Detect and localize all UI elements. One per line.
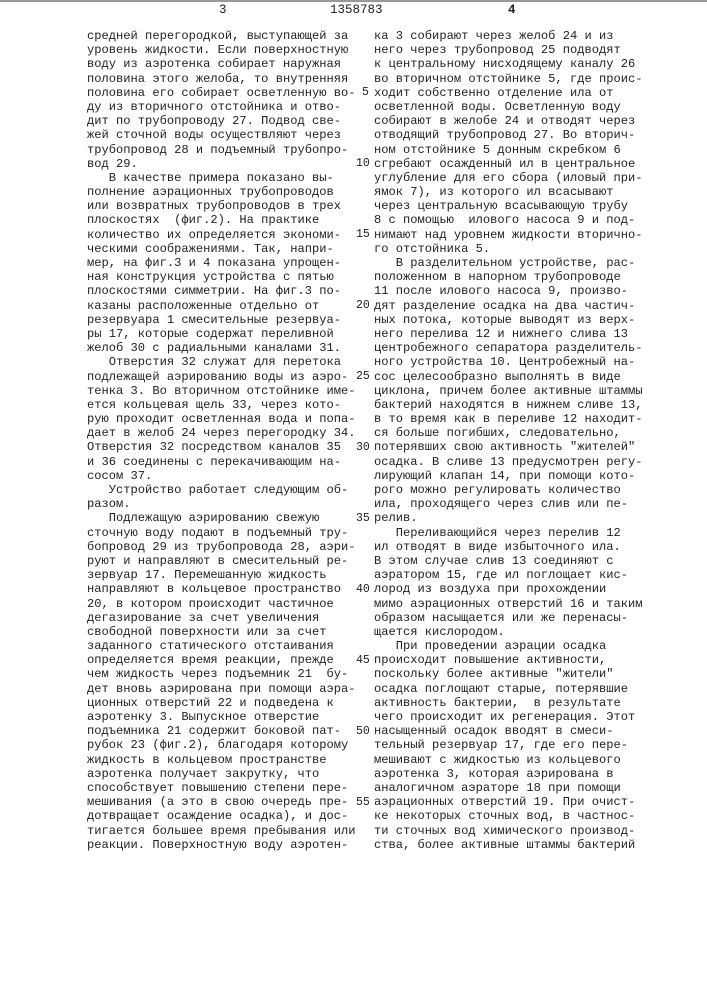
text-line: аэротенка получает закрутку, что <box>87 767 356 781</box>
text-line: к центральному нисходящему каналу 26 <box>374 57 643 71</box>
line-number: 10 <box>356 157 370 171</box>
text-line: нимают над уровнем жидкости вторично- <box>374 228 643 242</box>
text-line: Подлежащую аэрированию свежую <box>87 511 356 525</box>
text-line: Устройство работает следующим об- <box>87 483 356 497</box>
text-line: мешивания (а это в свою очередь пре- <box>87 795 356 809</box>
text-line: ных потока, которые выводят из верх- <box>374 313 643 327</box>
text-line: осветленной воды. Осветленную воду <box>374 100 643 114</box>
text-line: плоскостях (фиг.2). На практике <box>87 213 356 227</box>
text-line: казаны расположенные отдельно от <box>87 299 356 313</box>
text-line: ка 3 собирают через желоб 24 и из <box>374 29 643 43</box>
text-line: осадка. В сливе 13 предусмотрен регу- <box>374 455 643 469</box>
text-line: ном отстойнике 5 донным скребком 6 <box>374 143 643 157</box>
text-line: Отверстия 32 посредством каналов 35 <box>87 440 356 454</box>
text-line: сос целесообразно выполнять в виде <box>374 370 643 384</box>
text-line: циклона, причем более активные штаммы <box>374 384 643 398</box>
text-line: насыщенный осадок вводят в смеси- <box>374 724 643 738</box>
text-line: Отверстия 32 служат для перетока <box>87 355 356 369</box>
line-number: 40 <box>356 583 370 597</box>
top-border <box>0 0 707 2</box>
text-line: В этом случае слив 13 соединяют с <box>374 554 643 568</box>
text-line: тенка 3. Во вторичном отстойнике име- <box>87 384 356 398</box>
text-line: рубок 23 (фиг.2), благодаря которому <box>87 738 356 752</box>
text-line: свободной поверхности или за счет <box>87 625 356 639</box>
text-line: отводящий трубопровод 27. Во вторич- <box>374 128 643 142</box>
line-number: 5 <box>362 86 369 100</box>
text-line: дает в желоб 24 через перегородку 34. <box>87 426 356 440</box>
left-text-column <box>87 29 356 852</box>
text-line: аэрационных отверстий 19. При очист- <box>374 795 643 809</box>
text-line: аэротенку 3. Выпускное отверстие <box>87 710 356 724</box>
text-line: ная конструкция устройства с пятью <box>87 270 356 284</box>
text-line: ства, более активные штаммы бактерий <box>374 838 643 852</box>
text-line: способствует повышению степени пере- <box>87 781 356 795</box>
line-number: 45 <box>356 654 370 668</box>
text-line: уровень жидкости. Если поверхностную <box>87 43 356 57</box>
text-line: вод 29. <box>87 157 356 171</box>
text-line: бопровод 29 из трубопровода 28, аэри- <box>87 540 356 554</box>
text-line: чем жидкость через подъемник 21 бу- <box>87 667 356 681</box>
text-line: аэратором 15, где ил поглощает кис- <box>374 568 643 582</box>
right-text-column <box>374 29 643 852</box>
line-number: 50 <box>356 725 370 739</box>
text-line: количество их определяется экономи- <box>87 228 356 242</box>
text-line: воду из аэротенка собирает наружная <box>87 57 356 71</box>
text-line: полнение аэрационных трубопроводов <box>87 185 356 199</box>
text-line: ры 17, которые содержат переливной <box>87 327 356 341</box>
text-line: ходит собственно отделение ила от <box>374 86 643 100</box>
text-line: зервуар 17. Перемешанную жидкость <box>87 568 356 582</box>
text-line: В качестве примера показано вы- <box>87 171 356 185</box>
left-page-number: 3 <box>219 3 227 17</box>
text-line: сточную воду подают в подъемный тру- <box>87 526 356 540</box>
text-line: мер, на фиг.3 и 4 показана упрощен- <box>87 256 356 270</box>
text-line: мешивают с жидкостью из кольцевого <box>374 753 643 767</box>
text-line: ти сточных вод химического производ- <box>374 824 643 838</box>
text-line: 20, в котором происходит частичное <box>87 597 356 611</box>
text-line: активность бактерии, в результате <box>374 696 643 710</box>
text-line: него перелива 12 и нижнего слива 13 <box>374 327 643 341</box>
text-line: При проведении аэрации осадка <box>374 639 643 653</box>
text-line: ется кольцевая щель 33, через кото- <box>87 398 356 412</box>
text-line: аналогичном аэраторе 18 при помощи <box>374 781 643 795</box>
text-line: чего происходит их регенерация. Этот <box>374 710 643 724</box>
line-number: 30 <box>356 441 370 455</box>
text-line: руют и направляют в смесительный ре- <box>87 554 356 568</box>
text-line: бактерий находятся в нижнем сливе 13, <box>374 398 643 412</box>
text-line: ционных отверстий 22 и подведена к <box>87 696 356 710</box>
text-line: дят разделение осадка на два частич- <box>374 299 643 313</box>
text-line: трубопровод 28 и подъемный трубопро- <box>87 143 356 157</box>
line-number: 25 <box>356 370 370 384</box>
text-line: ческими соображениями. Так, напри- <box>87 242 356 256</box>
text-line: рого можно регулировать количество <box>374 483 643 497</box>
text-line: него через трубопровод 25 подводят <box>374 43 643 57</box>
text-line: определяется время реакции, прежде <box>87 653 356 667</box>
text-line: 8 с помощью илового насоса 9 и под- <box>374 213 643 227</box>
line-number: 55 <box>356 796 370 810</box>
text-line: жей сточной воды осуществляют через <box>87 128 356 142</box>
text-line: через центральную всасывающую трубу <box>374 199 643 213</box>
text-line: углубление для его сбора (иловый при- <box>374 171 643 185</box>
text-line: дит по трубопроводу 27. Подвод све- <box>87 114 356 128</box>
text-line: направляют в кольцевое пространство <box>87 582 356 596</box>
text-line: сгребают осажденный ил в центральное <box>374 157 643 171</box>
text-line: ся больше погибших, следовательно, <box>374 426 643 440</box>
text-line: ямок 7), из которого ил всасывают <box>374 185 643 199</box>
line-number: 15 <box>356 228 370 242</box>
text-line: во вторичном отстойнике 5, где проис- <box>374 72 643 86</box>
text-line: собирают в желобе 24 и отводят через <box>374 114 643 128</box>
text-line: образом насыщается или же перенасы- <box>374 611 643 625</box>
text-line: рую проходит осветленная вода и попа- <box>87 412 356 426</box>
text-line: жидкость в кольцевом пространстве <box>87 753 356 767</box>
text-line: релив. <box>374 511 643 525</box>
text-line: ила, проходящего через слив или пе- <box>374 497 643 511</box>
text-line: Переливающийся через перелив 12 <box>374 526 643 540</box>
text-line: мимо аэрационных отверстий 16 и таким <box>374 597 643 611</box>
text-line: дегазирование за счет увеличения <box>87 611 356 625</box>
text-line: тельный резервуар 17, где его пере- <box>374 738 643 752</box>
text-line: происходит повышение активности, <box>374 653 643 667</box>
text-line: плоскостями симметрии. На фиг.3 по- <box>87 284 356 298</box>
right-page-number: 4 <box>508 3 516 17</box>
text-line: реакции. Поверхностную воду аэротен- <box>87 838 356 852</box>
text-line: разом. <box>87 497 356 511</box>
text-line: подъемника 21 содержит боковой пат- <box>87 724 356 738</box>
text-line: резервуара 1 смесительные резервуа- <box>87 313 356 327</box>
text-line: потерявших свою активность "жителей" <box>374 440 643 454</box>
text-line: дотвращает осаждение осадка), и дос- <box>87 809 356 823</box>
text-line: желоб 30 с радиальными каналами 31. <box>87 341 356 355</box>
text-line: центробежного сепаратора разделитель- <box>374 341 643 355</box>
text-line: или возвратных трубопроводов в трех <box>87 199 356 213</box>
text-line: заданного статического отстаивания <box>87 639 356 653</box>
text-line: средней перегородкой, выступающей за <box>87 29 356 43</box>
text-line: ду из вторичного отстойника и отво- <box>87 100 356 114</box>
text-line: В разделительном устройстве, рас- <box>374 256 643 270</box>
text-line: положенном в напорном трубопроводе <box>374 270 643 284</box>
text-line: и 36 соединены с перекачивающим на- <box>87 455 356 469</box>
text-line: ил отводят в виде избыточного ила. <box>374 540 643 554</box>
text-line: ного устройства 10. Центробежный на- <box>374 355 643 369</box>
text-line: сосом 37. <box>87 469 356 483</box>
text-line: в то время как в переливе 12 находит- <box>374 412 643 426</box>
text-line: осадка поглощают старые, потерявшие <box>374 682 643 696</box>
text-line: лирующий клапан 14, при помощи кото- <box>374 469 643 483</box>
text-line: го отстойника 5. <box>374 242 643 256</box>
patent-number: 1358783 <box>330 3 383 17</box>
text-line: подлежащей аэрированию воды из аэро- <box>87 370 356 384</box>
text-line: поскольку более активные "жители" <box>374 667 643 681</box>
text-line: лород из воздуха при прохождении <box>374 582 643 596</box>
text-line: половина этого желоба, то внутренняя <box>87 72 356 86</box>
text-line: ке некоторых сточных вод, в частнос- <box>374 809 643 823</box>
text-line: 11 после илового насоса 9, произво- <box>374 284 643 298</box>
text-line: тигается большее время пребывания или <box>87 824 356 838</box>
text-line: аэротенка 3, которая аэрирована в <box>374 767 643 781</box>
text-line: дет вновь аэрирована при помощи аэра- <box>87 682 356 696</box>
text-line: половина его собирает осветленную во- <box>87 86 356 100</box>
line-number: 20 <box>356 299 370 313</box>
line-number: 35 <box>356 512 370 526</box>
text-line: щается кислородом. <box>374 625 643 639</box>
